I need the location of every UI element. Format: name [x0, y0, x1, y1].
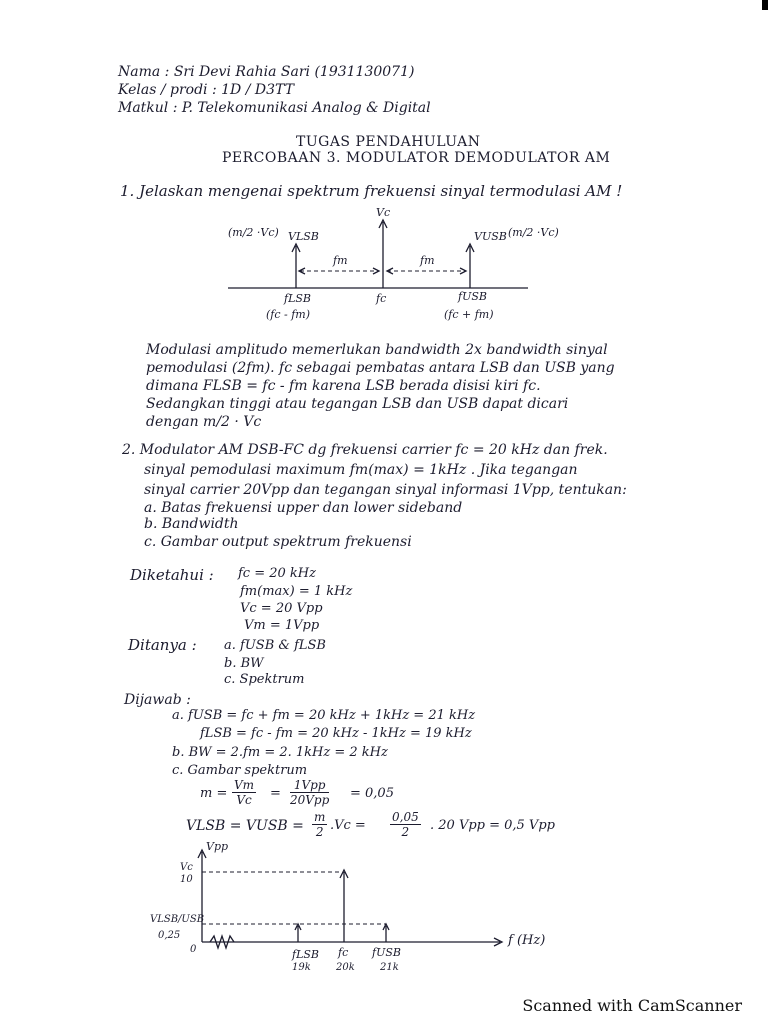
answered-label: Dijawab : — [124, 692, 191, 708]
known-fc: fc = 20 kHz — [238, 566, 316, 581]
student-class: Kelas / prodi : 1D / D3TT — [118, 82, 294, 98]
asked-label: Ditanya : — [128, 636, 197, 654]
graph2-flsb-label: fLSB — [292, 948, 319, 961]
scanner-watermark: Scanned with CamScanner — [522, 996, 742, 1015]
graph2-origin: 0 — [190, 944, 197, 955]
answer-c-label: c. Gambar spektrum — [172, 763, 308, 778]
diagram1-fm-right-label: fm — [420, 254, 435, 267]
asked-c: c. Spektrum — [224, 672, 305, 687]
diagram1-fc-label: fc — [376, 292, 387, 305]
graph2-vc-label: Vc — [180, 862, 193, 873]
answer-1-line-3: dimana FLSB = fc - fm karena LSB berada disisi kiri fc. — [146, 378, 541, 394]
question-1: 1. Jelaskan mengenai spektrum frekuensi sinyal termodulasi AM ! — [120, 182, 623, 200]
answer-1-line-1: Modulasi amplitudo memerlukan bandwidth 2x bandwidth sinyal — [146, 342, 608, 358]
asked-b: b. BW — [224, 656, 264, 671]
answer-a-flsb: fLSB = fc - fm = 20 kHz - 1kHz = 19 kHz — [200, 726, 472, 741]
graph2-fc-value: 20k — [336, 962, 355, 973]
diagram1-fm-left-label: fm — [333, 254, 348, 267]
diagram1-flsb-label: fLSB — [284, 292, 311, 305]
diagram1-vusb-label: VUSB — [474, 230, 507, 243]
formula-v-num-2: 0,05 — [392, 810, 419, 824]
title-line-1: TUGAS PENDAHULUAN — [296, 134, 481, 150]
question-2-line-6: c. Gambar output spektrum frekuensi — [144, 534, 412, 550]
answer-1-line-5: dengan m/2 · Vc — [146, 414, 262, 430]
question-2-line-5: b. Bandwidth — [144, 516, 239, 532]
graph2-vc-value: 10 — [180, 874, 193, 885]
formula-v-result: . 20 Vpp = 0,5 Vpp — [430, 818, 555, 833]
title-line-2: PERCOBAAN 3. MODULATOR DEMODULATOR AM — [222, 150, 611, 166]
graph2-sideband-label: VLSB/USB — [150, 914, 205, 925]
graph2-x-unit: f (Hz) — [508, 933, 546, 948]
graph2-fusb-value: 21k — [380, 962, 399, 973]
known-fm: fm(max) = 1 kHz — [240, 584, 353, 599]
formula-v-den-1: 2 — [315, 825, 324, 839]
formula-m-result: = 0,05 — [350, 786, 394, 801]
formula-m-num-2: 1Vpp — [290, 778, 329, 793]
formula-v-lhs: VLSB = VUSB = — [186, 818, 304, 834]
diagram1-flsb-expr: (fc - fm) — [266, 308, 311, 321]
diagram1-fusb-expr: (fc + fm) — [444, 308, 494, 321]
question-2-line-1: 2. Modulator AM DSB-FC dg frekuensi carrier fc = 20 kHz dan frek. — [122, 442, 608, 458]
formula-m-lhs: m = — [200, 786, 228, 801]
formula-m-den-2: 20Vpp — [290, 793, 330, 807]
formula-m-num-1: Vm — [234, 778, 255, 792]
formula-m-eq: = — [270, 786, 281, 801]
question-2-line-4: a. Batas frekuensi upper dan lower sideband — [144, 500, 463, 516]
formula-v-den-2: 2 — [401, 825, 410, 839]
question-2-line-3: sinyal carrier 20Vpp dan tegangan sinyal informasi 1Vpp, tentukan: — [144, 482, 627, 498]
diagram1-vc-label: Vc — [376, 206, 391, 219]
graph2-fusb-label: fUSB — [372, 946, 401, 959]
graph2-flsb-value: 19k — [292, 962, 311, 973]
formula-v-num-1: m — [314, 810, 326, 824]
graph2-sideband-value: 0,25 — [158, 930, 181, 941]
diagram1-fusb-label: fUSB — [458, 290, 487, 303]
course-name: Matkul : P. Telekomunikasi Analog & Digital — [118, 100, 431, 116]
graph2-y-unit: Vpp — [206, 840, 229, 853]
answer-a-fusb: a. fUSB = fc + fm = 20 kHz + 1kHz = 21 kHz — [172, 708, 476, 723]
diagram1-left-amplitude: (m/2 ·Vc) — [228, 226, 279, 239]
diagram1-right-amplitude: (m/2 ·Vc) — [508, 226, 559, 239]
diagram1-vlsb-label: VLSB — [288, 230, 319, 243]
answer-1-line-4: Sedangkan tinggi atau tegangan LSB dan USB dapat dicari — [146, 396, 569, 412]
question-2-line-2: sinyal pemodulasi maximum fm(max) = 1kHz . Jika tegangan — [144, 462, 578, 478]
known-label: Diketahui : — [130, 566, 214, 584]
answer-b-bw: b. BW = 2.fm = 2. 1kHz = 2 kHz — [172, 745, 388, 760]
known-vm: Vm = 1Vpp — [244, 618, 320, 633]
student-name: Nama : Sri Devi Rahia Sari (1931130071) — [118, 64, 415, 80]
formula-v-mid: .Vc = — [330, 818, 366, 833]
graph2-fc-label: fc — [338, 946, 349, 959]
asked-a: a. fUSB & fLSB — [224, 638, 326, 653]
answer-1-line-2: pemodulasi (2fm). fc sebagai pembatas antara LSB dan USB yang — [146, 360, 615, 376]
formula-m-den-1: Vc — [236, 793, 252, 807]
known-vc: Vc = 20 Vpp — [240, 601, 323, 616]
